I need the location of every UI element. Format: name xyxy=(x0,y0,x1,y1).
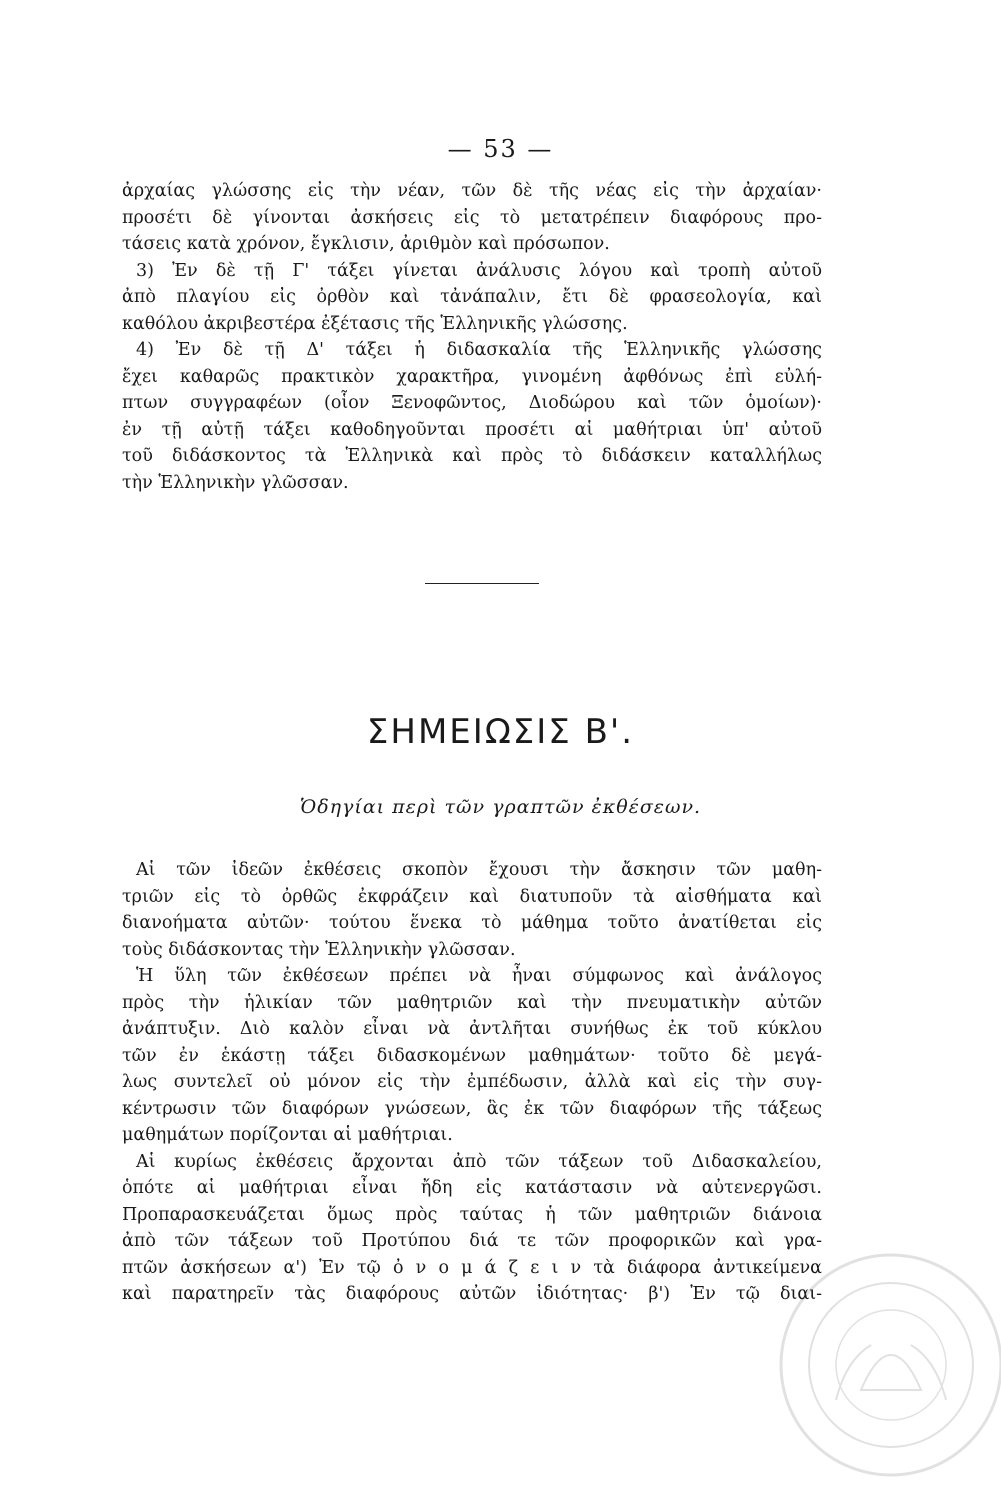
top-text-block xyxy=(122,178,822,496)
text-line: μαθημάτων πορίζονται αἱ μαθήτριαι. xyxy=(122,1125,453,1145)
text-line: Αἱ κυρίως ἐκθέσεις ἄρχονται ἀπὸ τῶν τάξεων τοῦ Διδασκαλείου, xyxy=(136,1151,822,1172)
text-line: πτῶν ἀσκήσεων α') Ἐν τῷ ὀ ν ο μ ά ζ ε ι ν τὰ διάφορα ἀντικείμενα xyxy=(122,1257,822,1278)
text-line: τριῶν εἰς τὸ ὀρθῶς ἐκφράζειν καὶ διατυποῦν τὰ αἰσθήματα καὶ xyxy=(122,886,822,907)
text-line: ἀπὸ πλαγίου εἰς ὀρθὸν καὶ τἀνάπαλιν, ἔτι δὲ φρασεολογία, καὶ xyxy=(122,287,822,307)
text-line: 3) Ἐν δὲ τῇ Γ' τάξει γίνεται ἀνάλυσις λόγου καὶ τροπὴ αὐτοῦ xyxy=(136,260,822,281)
text-line: διανοήματα αὐτῶν· τούτου ἕνεκα τὸ μάθημα τοῦτο ἀνατίθεται εἰς xyxy=(122,913,822,933)
text-line: ἐν τῇ αὐτῇ τάξει καθοδηγοῦνται προσέτι αἱ μαθήτριαι ὑπ' αὐτοῦ xyxy=(122,419,822,440)
text-line: ἀνάπτυξιν. Διὸ καλὸν εἶναι νὰ ἀντλῆται συνήθως ἐκ τοῦ κύκλου xyxy=(122,1019,822,1039)
text-line: ἔχει καθαρῶς πρακτικὸν χαρακτῆρα, γινομένη ἀφθόνως ἐπὶ εὐλή- xyxy=(122,366,822,387)
section-heading: ΣΗΜΕΙΩΣΙΣ Β'. xyxy=(366,712,635,752)
text-line: καθόλου ἀκριβεστέρα ἐξέτασις τῆς Ἑλληνικῆς γλώσσης. xyxy=(122,313,628,334)
page-number: — 53 — xyxy=(447,135,554,163)
section-subtitle: Ὁδηγίαι περὶ τῶν γραπτῶν ἐκθέσεων. xyxy=(299,796,702,818)
text-line: ὁπότε αἱ μαθήτριαι εἶναι ἤδη εἰς κατάστασιν νὰ αὐτενεργῶσι. xyxy=(122,1178,822,1198)
text-line: ἀπὸ τῶν τάξεων τοῦ Προτύπου διά τε τῶν προφορικῶν καὶ γρα- xyxy=(122,1231,822,1251)
bottom-text-block xyxy=(122,857,822,1308)
text-line: κέντρωσιν τῶν διαφόρων γνώσεων, ἃς ἐκ τῶν διαφόρων τῆς τάξεως xyxy=(122,1098,822,1119)
text-line: τὴν Ἑλληνικὴν γλῶσσαν. xyxy=(122,472,349,493)
text-line: ἀρχαίας γλώσσης εἰς τὴν νέαν, τῶν δὲ τῆς νέας εἰς τὴν ἀρχαίαν· xyxy=(122,181,822,201)
text-line: προσέτι δὲ γίνονται ἀσκήσεις εἰς τὸ μετατρέπειν διαφόρους προ- xyxy=(122,207,822,228)
text-line: τῶν ἐν ἑκάστῃ τάξει διδασκομένων μαθημάτων· τοῦτο δὲ μεγά- xyxy=(122,1045,822,1066)
text-line: τάσεις κατὰ χρόνον, ἔγκλισιν, ἀριθμὸν καὶ πρόσωπον. xyxy=(122,234,610,254)
text-line: τοῦ διδάσκοντος τὰ Ἑλληνικὰ καὶ πρὸς τὸ διδάσκειν καταλλήλως xyxy=(122,446,822,466)
text-line: τοὺς διδάσκοντας τὴν Ἑλληνικὴν γλῶσσαν. xyxy=(122,939,516,960)
section-divider xyxy=(425,583,539,584)
text-line: πρὸς τὴν ἡλικίαν τῶν μαθητριῶν καὶ τὴν πνευματικὴν αὐτῶν xyxy=(122,992,822,1013)
text-line: 4) Ἐν δὲ τῇ Δ' τάξει ἡ διδασκαλία τῆς Ἑλληνικῆς γλώσσης xyxy=(136,340,822,360)
text-line: Προπαρασκευάζεται ὅμως πρὸς ταύτας ἡ τῶν μαθητριῶν διάνοια xyxy=(122,1204,822,1225)
text-line: πτων συγγραφέων (οἷον Ξενοφῶντος, Διοδώρου καὶ τῶν ὁμοίων)· xyxy=(122,393,822,413)
text-line: καὶ παρατηρεῖν τὰς διαφόρους αὐτῶν ἰδιότητας· β') Ἐν τῷ διαι- xyxy=(122,1284,822,1304)
text-line: Ἡ ὕλη τῶν ἐκθέσεων πρέπει νὰ ἦναι σύμφωνος καὶ ἀνάλογος xyxy=(136,966,822,986)
text-line: λως συντελεῖ οὐ μόνον εἰς τὴν ἐμπέδωσιν, ἀλλὰ καὶ εἰς τὴν συγ- xyxy=(122,1072,822,1092)
university-seal-icon xyxy=(776,1250,1001,1480)
text-line: Αἱ τῶν ἰδεῶν ἐκθέσεις σκοπὸν ἔχουσι τὴν ἄσκησιν τῶν μαθη- xyxy=(136,860,822,880)
